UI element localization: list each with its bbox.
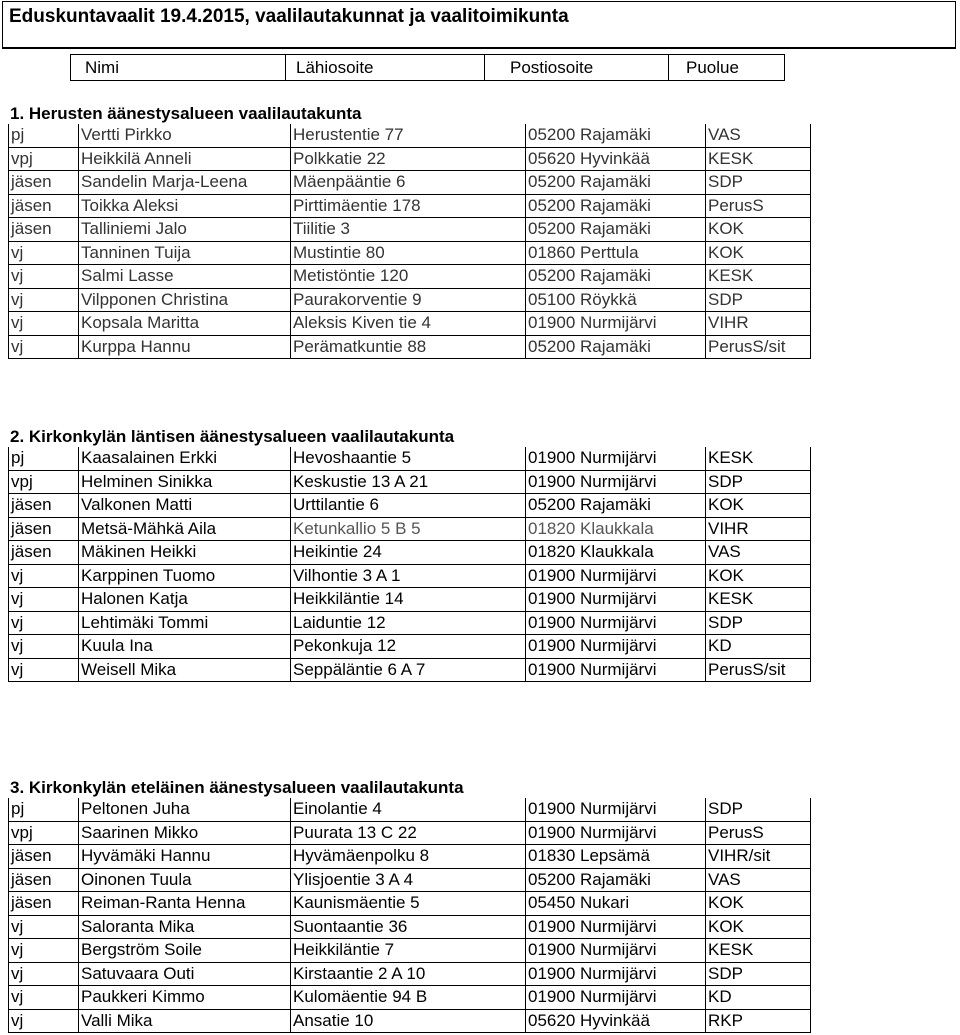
role-cell: vj xyxy=(8,588,79,612)
role-cell: jäsen xyxy=(8,171,79,195)
role-cell: jäsen xyxy=(8,494,79,518)
postal-cell: 05200 Rajamäki xyxy=(526,195,706,219)
name-cell: Metsä-Mähkä Aila xyxy=(79,518,291,542)
name-cell: Satuvaara Outi xyxy=(79,963,291,987)
postal-cell: 01900 Nurmijärvi xyxy=(526,312,706,336)
table-row xyxy=(0,916,960,940)
name-cell: Reiman-Ranta Henna xyxy=(79,892,291,916)
party-cell: SDP xyxy=(706,612,811,636)
header-cell-postal xyxy=(484,54,669,81)
title-box xyxy=(2,1,956,49)
name-cell: Saloranta Mika xyxy=(79,916,291,940)
name-cell: Heikkilä Anneli xyxy=(79,148,291,172)
role-cell: vj xyxy=(8,312,79,336)
table-row xyxy=(0,195,960,219)
name-cell: Sandelin Marja-Leena xyxy=(79,171,291,195)
address-cell: Ansatie 10 xyxy=(291,1010,526,1034)
postal-cell: 01820 Klaukkala xyxy=(526,518,706,542)
address-cell: Ketunkallio 5 B 5 xyxy=(291,518,526,542)
party-cell: SDP xyxy=(706,471,811,495)
address-cell: Herustentie 77 xyxy=(291,124,526,148)
postal-cell: 05200 Rajamäki xyxy=(526,124,706,148)
party-cell: VAS xyxy=(706,869,811,893)
address-cell: Perämatkuntie 88 xyxy=(291,336,526,360)
name-cell: Kopsala Maritta xyxy=(79,312,291,336)
name-cell: Peltonen Juha xyxy=(79,798,291,822)
address-cell: Ylisjoentie 3 A 4 xyxy=(291,869,526,893)
name-cell: Tanninen Tuija xyxy=(79,242,291,266)
name-cell: Valli Mika xyxy=(79,1010,291,1034)
name-cell: Mäkinen Heikki xyxy=(79,541,291,565)
name-cell: Salmi Lasse xyxy=(79,265,291,289)
header-name: Nimi xyxy=(85,58,119,77)
role-cell: jäsen xyxy=(8,195,79,219)
address-cell: Heikintie 24 xyxy=(291,541,526,565)
role-cell: vj xyxy=(8,612,79,636)
header-cell-name xyxy=(70,54,286,81)
address-cell: Hevoshaantie 5 xyxy=(291,447,526,471)
name-cell: Oinonen Tuula xyxy=(79,869,291,893)
table-row xyxy=(0,494,960,518)
header-cell-address xyxy=(285,54,485,81)
address-cell: Seppäläntie 6 A 7 xyxy=(291,659,526,683)
name-cell: Toikka Aleksi xyxy=(79,195,291,219)
name-cell: Kaasalainen Erkki xyxy=(79,447,291,471)
table-row xyxy=(0,798,960,822)
role-cell: vpj xyxy=(8,822,79,846)
table-row xyxy=(0,892,960,916)
role-cell: vj xyxy=(8,963,79,987)
postal-cell: 01900 Nurmijärvi xyxy=(526,986,706,1010)
name-cell: Talliniemi Jalo xyxy=(79,218,291,242)
address-cell: Metistöntie 120 xyxy=(291,265,526,289)
name-cell: Karppinen Tuomo xyxy=(79,565,291,589)
role-cell: vj xyxy=(8,986,79,1010)
name-cell: Lehtimäki Tommi xyxy=(79,612,291,636)
address-cell: Paurakorventie 9 xyxy=(291,289,526,313)
party-cell: KESK xyxy=(706,588,811,612)
postal-cell: 01830 Lepsämä xyxy=(526,845,706,869)
address-cell: Einolantie 4 xyxy=(291,798,526,822)
party-cell: KD xyxy=(706,635,811,659)
role-cell: vj xyxy=(8,1010,79,1034)
role-cell: vpj xyxy=(8,148,79,172)
header-postal: Postiosoite xyxy=(510,58,594,77)
table-row xyxy=(0,242,960,266)
table-row xyxy=(0,612,960,636)
role-cell: vj xyxy=(8,289,79,313)
role-cell: vj xyxy=(8,635,79,659)
party-cell: PerusS xyxy=(706,195,811,219)
postal-cell: 01900 Nurmijärvi xyxy=(526,447,706,471)
section-title: 1. Herusten äänestysalueen vaalilautakunta xyxy=(10,104,362,123)
address-cell: Aleksis Kiven tie 4 xyxy=(291,312,526,336)
header-cell-party xyxy=(668,54,785,81)
role-cell: jäsen xyxy=(8,892,79,916)
postal-cell: 05450 Nukari xyxy=(526,892,706,916)
address-cell: Keskustie 13 A 21 xyxy=(291,471,526,495)
table-row xyxy=(0,986,960,1010)
postal-cell: 05200 Rajamäki xyxy=(526,171,706,195)
party-cell: SDP xyxy=(706,171,811,195)
postal-cell: 05620 Hyvinkää xyxy=(526,148,706,172)
address-cell: Heikkiläntie 14 xyxy=(291,588,526,612)
table-row xyxy=(0,518,960,542)
role-cell: jäsen xyxy=(8,218,79,242)
name-cell: Hyvämäki Hannu xyxy=(79,845,291,869)
table-row xyxy=(0,541,960,565)
table-row xyxy=(0,869,960,893)
role-cell: jäsen xyxy=(8,541,79,565)
party-cell: VIHR xyxy=(706,312,811,336)
name-cell: Kurppa Hannu xyxy=(79,336,291,360)
table-row xyxy=(0,963,960,987)
postal-cell: 01860 Perttula xyxy=(526,242,706,266)
party-cell: KESK xyxy=(706,265,811,289)
postal-cell: 05100 Röykkä xyxy=(526,289,706,313)
role-cell: vpj xyxy=(8,471,79,495)
postal-cell: 01900 Nurmijärvi xyxy=(526,659,706,683)
party-cell: PerusS/sit xyxy=(706,336,811,360)
postal-cell: 05620 Hyvinkää xyxy=(526,1010,706,1034)
postal-cell: 01820 Klaukkala xyxy=(526,541,706,565)
party-cell: KOK xyxy=(706,892,811,916)
table-row xyxy=(0,565,960,589)
section-title: 3. Kirkonkylän eteläinen äänestysalueen vaalilautakunta xyxy=(10,778,464,797)
party-cell: VIHR/sit xyxy=(706,845,811,869)
postal-cell: 01900 Nurmijärvi xyxy=(526,822,706,846)
name-cell: Bergström Soile xyxy=(79,939,291,963)
role-cell: jäsen xyxy=(8,845,79,869)
address-cell: Laiduntie 12 xyxy=(291,612,526,636)
role-cell: vj xyxy=(8,916,79,940)
role-cell: vj xyxy=(8,659,79,683)
party-cell: KOK xyxy=(706,494,811,518)
table-row xyxy=(0,124,960,148)
postal-cell: 01900 Nurmijärvi xyxy=(526,798,706,822)
address-cell: Hyvämäenpolku 8 xyxy=(291,845,526,869)
name-cell: Kuula Ina xyxy=(79,635,291,659)
postal-cell: 05200 Rajamäki xyxy=(526,265,706,289)
address-cell: Tiilitie 3 xyxy=(291,218,526,242)
role-cell: jäsen xyxy=(8,518,79,542)
party-cell: SDP xyxy=(706,289,811,313)
party-cell: VIHR xyxy=(706,518,811,542)
party-cell: KOK xyxy=(706,565,811,589)
table-row xyxy=(0,822,960,846)
role-cell: vj xyxy=(8,265,79,289)
name-cell: Vertti Pirkko xyxy=(79,124,291,148)
table-row xyxy=(0,471,960,495)
name-cell: Halonen Katja xyxy=(79,588,291,612)
address-cell: Mustintie 80 xyxy=(291,242,526,266)
table-row xyxy=(0,265,960,289)
postal-cell: 01900 Nurmijärvi xyxy=(526,916,706,940)
name-cell: Paukkeri Kimmo xyxy=(79,986,291,1010)
role-cell: vj xyxy=(8,939,79,963)
section-2-table xyxy=(0,447,960,682)
address-cell: Kaunismäentie 5 xyxy=(291,892,526,916)
party-cell: VAS xyxy=(706,124,811,148)
name-cell: Valkonen Matti xyxy=(79,494,291,518)
table-row xyxy=(0,939,960,963)
table-row xyxy=(0,336,960,360)
postal-cell: 01900 Nurmijärvi xyxy=(526,635,706,659)
role-cell: vj xyxy=(8,565,79,589)
address-cell: Heikkiläntie 7 xyxy=(291,939,526,963)
party-cell: KOK xyxy=(706,242,811,266)
header-party: Puolue xyxy=(686,58,739,77)
role-cell: vj xyxy=(8,336,79,360)
party-cell: KESK xyxy=(706,939,811,963)
column-header-row xyxy=(0,54,960,83)
table-row xyxy=(0,171,960,195)
party-cell: PerusS/sit xyxy=(706,659,811,683)
address-cell: Kulomäentie 94 B xyxy=(291,986,526,1010)
address-cell: Vilhontie 3 A 1 xyxy=(291,565,526,589)
table-row xyxy=(0,289,960,313)
address-cell: Suontaantie 36 xyxy=(291,916,526,940)
role-cell: pj xyxy=(8,124,79,148)
section-3-table xyxy=(0,798,960,1033)
role-cell: pj xyxy=(8,447,79,471)
address-cell: Polkkatie 22 xyxy=(291,148,526,172)
party-cell: KESK xyxy=(706,148,811,172)
role-cell: pj xyxy=(8,798,79,822)
table-row xyxy=(0,1010,960,1034)
table-row xyxy=(0,659,960,683)
table-row xyxy=(0,447,960,471)
postal-cell: 01900 Nurmijärvi xyxy=(526,963,706,987)
address-cell: Pekonkuja 12 xyxy=(291,635,526,659)
address-cell: Mäenpääntie 6 xyxy=(291,171,526,195)
role-cell: jäsen xyxy=(8,869,79,893)
postal-cell: 05200 Rajamäki xyxy=(526,494,706,518)
party-cell: KD xyxy=(706,986,811,1010)
postal-cell: 01900 Nurmijärvi xyxy=(526,939,706,963)
table-row xyxy=(0,218,960,242)
party-cell: VAS xyxy=(706,541,811,565)
role-cell: vj xyxy=(8,242,79,266)
postal-cell: 01900 Nurmijärvi xyxy=(526,565,706,589)
party-cell: RKP xyxy=(706,1010,811,1034)
table-row xyxy=(0,312,960,336)
address-cell: Urttilantie 6 xyxy=(291,494,526,518)
name-cell: Vilpponen Christina xyxy=(79,289,291,313)
party-cell: PerusS xyxy=(706,822,811,846)
party-cell: KOK xyxy=(706,218,811,242)
postal-cell: 01900 Nurmijärvi xyxy=(526,588,706,612)
name-cell: Helminen Sinikka xyxy=(79,471,291,495)
party-cell: KOK xyxy=(706,916,811,940)
name-cell: Weisell Mika xyxy=(79,659,291,683)
party-cell: SDP xyxy=(706,798,811,822)
address-cell: Kirstaantie 2 A 10 xyxy=(291,963,526,987)
header-address: Lähiosoite xyxy=(296,58,374,77)
name-cell: Saarinen Mikko xyxy=(79,822,291,846)
address-cell: Puurata 13 C 22 xyxy=(291,822,526,846)
table-row xyxy=(0,845,960,869)
table-row xyxy=(0,635,960,659)
postal-cell: 05200 Rajamäki xyxy=(526,218,706,242)
postal-cell: 01900 Nurmijärvi xyxy=(526,612,706,636)
table-row xyxy=(0,588,960,612)
postal-cell: 05200 Rajamäki xyxy=(526,336,706,360)
party-cell: SDP xyxy=(706,963,811,987)
party-cell: KESK xyxy=(706,447,811,471)
document-title: Eduskuntavaalit 19.4.2015, vaalilautakunnat ja vaalitoimikunta xyxy=(9,6,569,27)
table-row xyxy=(0,148,960,172)
postal-cell: 01900 Nurmijärvi xyxy=(526,471,706,495)
postal-cell: 05200 Rajamäki xyxy=(526,869,706,893)
section-1-table xyxy=(0,124,960,359)
section-title: 2. Kirkonkylän läntisen äänestysalueen vaalilautakunta xyxy=(10,427,455,446)
address-cell: Pirttimäentie 178 xyxy=(291,195,526,219)
